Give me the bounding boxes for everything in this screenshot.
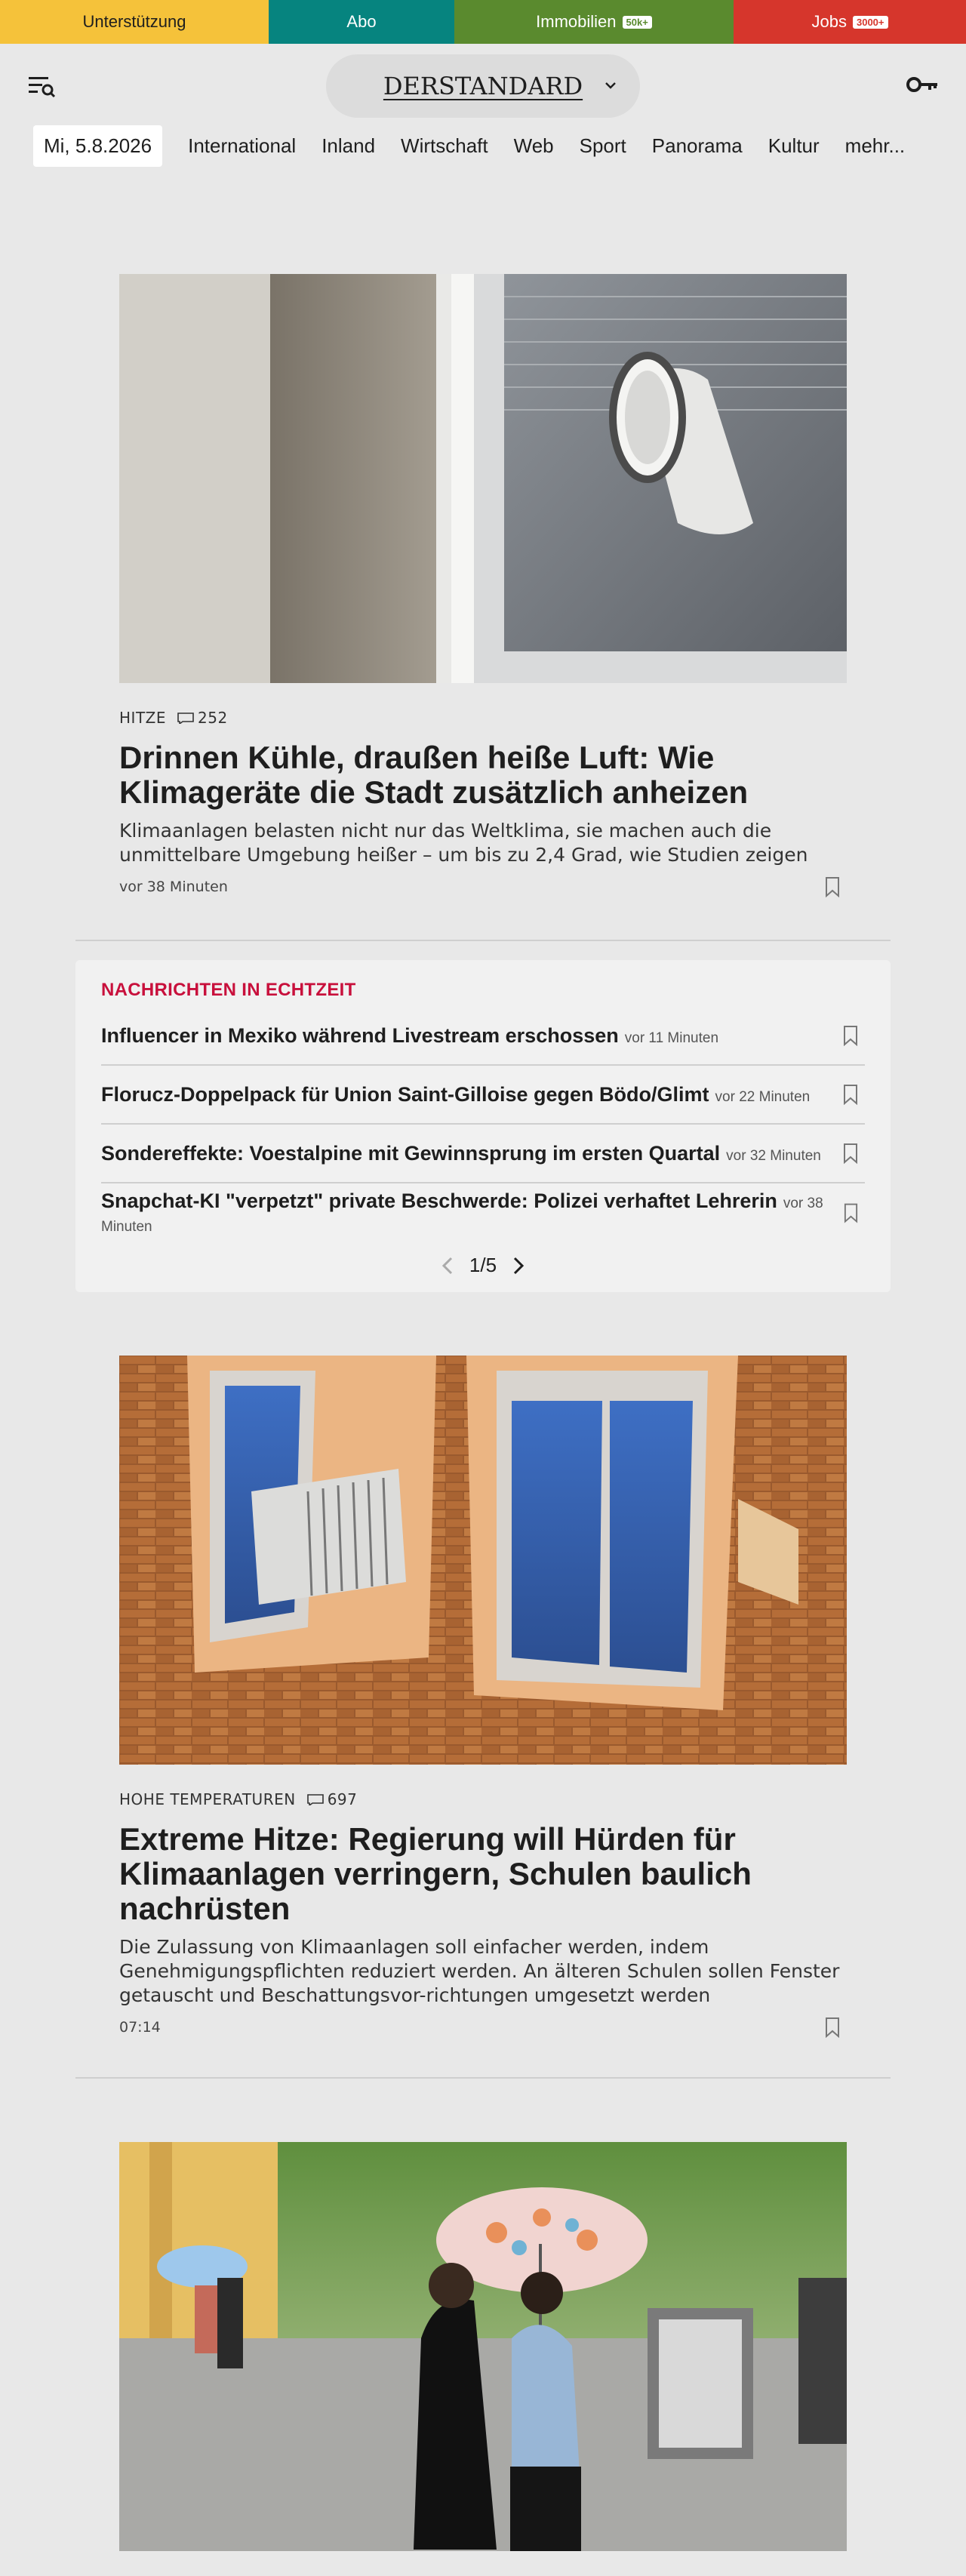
chevron-left-icon[interactable]	[441, 1256, 454, 1276]
kicker-label: HOHE TEMPERATUREN	[119, 1790, 296, 1808]
live-news-item[interactable]	[101, 1066, 865, 1125]
article-headline[interactable]: Drinnen Kühle, draußen heiße Luft: Wie Klimageräte die Stadt zusätzlich anheizen	[119, 740, 749, 810]
pager-count: 1/5	[469, 1254, 497, 1276]
logo-button[interactable]	[326, 54, 640, 118]
article-teaser[interactable]	[119, 2142, 847, 2551]
article-teaser[interactable]	[119, 1356, 847, 2038]
bookmark-icon[interactable]	[824, 876, 841, 897]
nav-item-panorama[interactable]: Panorama	[651, 134, 743, 157]
nav-item-international[interactable]: International	[188, 134, 297, 157]
article-meta	[119, 2017, 847, 2038]
divider	[75, 940, 891, 941]
live-news-text[interactable]	[101, 1024, 718, 1048]
article-image[interactable]	[119, 2142, 847, 2551]
nav-item-kultur[interactable]: Kultur	[768, 134, 820, 157]
article-lead: Klimaanlagen belasten nicht nur das Weltklima, sie machen auch die unmittelbare Umgebung heißer – um bis zu 2,4 Grad, wie Studien zeigen	[119, 820, 808, 866]
article-kicker	[119, 709, 847, 727]
live-news-headline: Florucz-Doppelpack für Union Saint-Gilloise gegen Bödo/Glimt	[101, 1082, 709, 1106]
article-headline[interactable]: Extreme Hitze: Regierung will Hürden für Klimaanlagen verringern, Schulen baulich nachrüsten	[119, 1821, 752, 1926]
live-news-item[interactable]	[101, 1125, 865, 1183]
live-news-pager	[75, 1254, 891, 1277]
live-news-item[interactable]	[101, 1183, 865, 1242]
comment-icon	[177, 712, 195, 724]
comment-count[interactable]: 252	[198, 709, 228, 727]
bookmark-icon[interactable]	[842, 1025, 859, 1046]
live-news-text[interactable]	[101, 1083, 810, 1106]
article-image[interactable]	[119, 274, 847, 683]
comment-icon	[306, 1793, 325, 1805]
bookmark-icon[interactable]	[842, 1084, 859, 1105]
nav-item-mehr[interactable]: mehr...	[844, 134, 906, 157]
menu-search-icon[interactable]	[27, 72, 57, 100]
jobs-badge: 3000+	[853, 16, 888, 29]
live-news-time: vor 38 Minuten	[101, 1196, 823, 1235]
live-news-headline: Sondereffekte: Voestalpine mit Gewinnsprung im ersten Quartal	[101, 1141, 721, 1165]
kicker-label: HITZE	[119, 709, 166, 727]
site-header	[0, 44, 966, 125]
live-news-time: vor 32 Minuten	[726, 1147, 821, 1164]
bookmark-icon[interactable]	[843, 1202, 859, 1223]
live-news-item[interactable]	[101, 1007, 865, 1066]
nav-item-inland[interactable]: Inland	[321, 134, 376, 157]
bookmark-icon[interactable]	[824, 2017, 841, 2038]
article-time: 07:14	[119, 2019, 161, 2036]
live-news-time: vor 11 Minuten	[624, 1029, 719, 1046]
divider	[75, 2077, 891, 2079]
live-news-time: vor 22 Minuten	[715, 1088, 811, 1105]
live-news-text[interactable]	[101, 1190, 843, 1236]
key-icon[interactable]	[906, 74, 939, 95]
chevron-right-icon[interactable]	[512, 1256, 525, 1276]
chevron-down-icon	[604, 78, 617, 92]
section-nav	[33, 125, 931, 167]
bookmark-icon[interactable]	[842, 1143, 859, 1164]
site-logo: DERSTANDARD	[383, 72, 583, 100]
live-news-headline: Snapchat-KI "verpetzt" private Beschwerde: Polizei verhaftet Lehrerin	[101, 1190, 777, 1212]
nav-item-wirtschaft[interactable]: Wirtschaft	[401, 134, 488, 157]
live-news-title: NACHRICHTEN IN ECHTZEIT	[101, 980, 356, 1000]
jobs-label: Jobs	[811, 12, 847, 31]
date-badge: Mi, 5.8.2026	[33, 125, 162, 167]
live-news-list	[101, 1007, 865, 1242]
jobs-link[interactable]	[734, 0, 966, 44]
abo-link[interactable]: Abo	[269, 0, 454, 44]
immobilien-link[interactable]	[454, 0, 734, 44]
live-news-box	[75, 960, 891, 1292]
article-kicker	[119, 1790, 847, 1808]
live-news-text[interactable]	[101, 1142, 821, 1165]
nav-item-web[interactable]: Web	[513, 134, 554, 157]
article-meta	[119, 876, 847, 897]
article-teaser[interactable]	[119, 274, 847, 897]
nav-item-sport[interactable]: Sport	[579, 134, 626, 157]
article-lead: Die Zulassung von Klimaanlagen soll einfacher werden, indem Genehmigungspflichten reduziert werden. An älteren Schulen sollen Fenster getauscht und Beschattungsvor-richtungen umgesetzt werden	[119, 1936, 840, 2006]
immobilien-badge: 50k+	[623, 16, 652, 29]
comment-count[interactable]: 697	[327, 1790, 358, 1808]
immobilien-label: Immobilien	[536, 12, 617, 31]
top-service-bar	[0, 0, 966, 44]
support-link[interactable]: Unterstützung	[0, 0, 269, 44]
article-time: vor 38 Minuten	[119, 879, 228, 895]
article-image[interactable]	[119, 1356, 847, 1765]
live-news-headline: Influencer in Mexiko während Livestream erschossen	[101, 1023, 619, 1047]
